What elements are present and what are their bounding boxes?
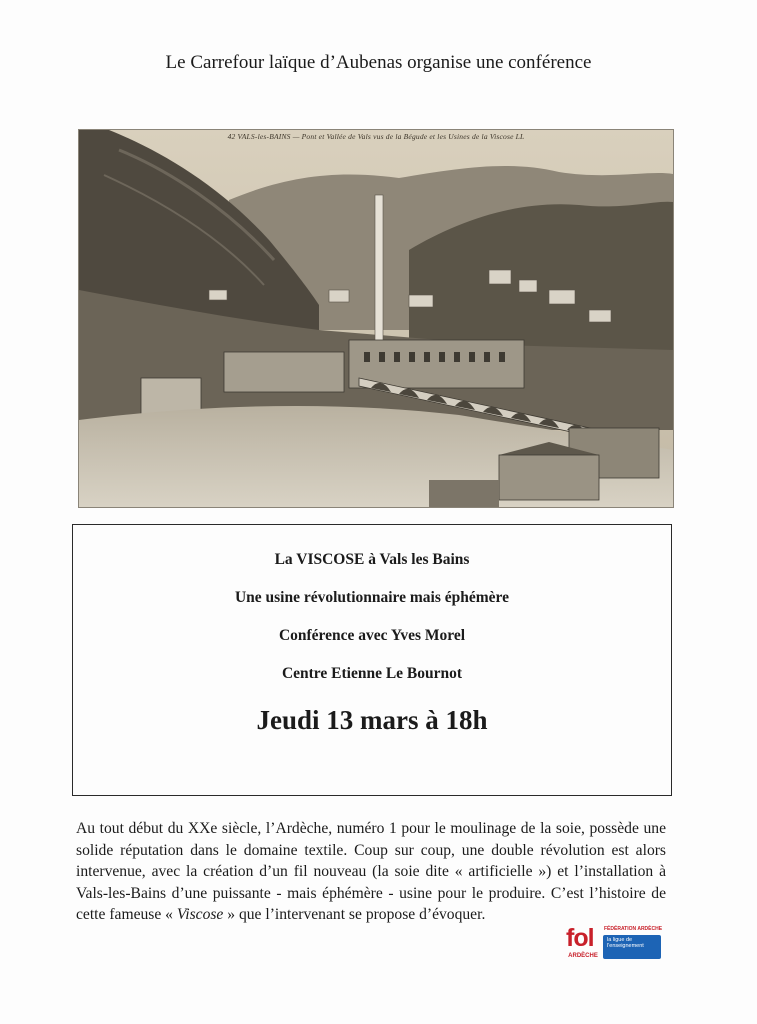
fol-department: ARDÈCHE — [568, 953, 598, 959]
historic-postcard-photo — [78, 129, 674, 508]
event-info-box — [72, 524, 672, 796]
description-paragraph — [76, 818, 666, 926]
event-subtitle: Une usine révolutionnaire mais éphémère — [234, 589, 510, 606]
header-text: Le Carrefour laïque d’Aubenas organise une conférence — [165, 52, 592, 73]
event-venue: Centre Etienne Le Bournot — [281, 665, 463, 682]
event-speaker: Conférence avec Yves Morel — [278, 627, 466, 644]
description-text-1: Au tout début du XXe siècle, l’Ardèche, numéro 1 pour le moulinage de la soie, possède une solide réputation dans le domaine textile. Coup sur coup, une double révolution est alors intervenue, avec la création d’un fil nouveau (la soie dite « artificielle ») et l’installation à Vals-les-Bains d’une puissante - mais éphémère - usine pour le produire. C’est l’histoire de cette fameuse « — [76, 820, 666, 924]
ligue-top-text: FÉDÉRATION ARDÈCHE — [604, 926, 663, 932]
description-emphasis: Viscose — [176, 906, 224, 924]
description-text-2: » que l’intervenant se propose d’évoquer. — [223, 906, 486, 924]
fol-ardeche-logo — [560, 922, 672, 966]
postcard-caption: 42 VALS-les-BAINS — Pont et Vallée de Vals vus de la Bégude et les Usines de la Viscose LL — [227, 132, 525, 141]
event-date: Jeudi 13 mars à 18h — [256, 705, 488, 735]
ligue-logo-text: la ligue de l'enseignement — [607, 937, 644, 949]
fol-logo-text: fol — [566, 924, 594, 952]
event-title: La VISCOSE à Vals les Bains — [274, 551, 470, 568]
